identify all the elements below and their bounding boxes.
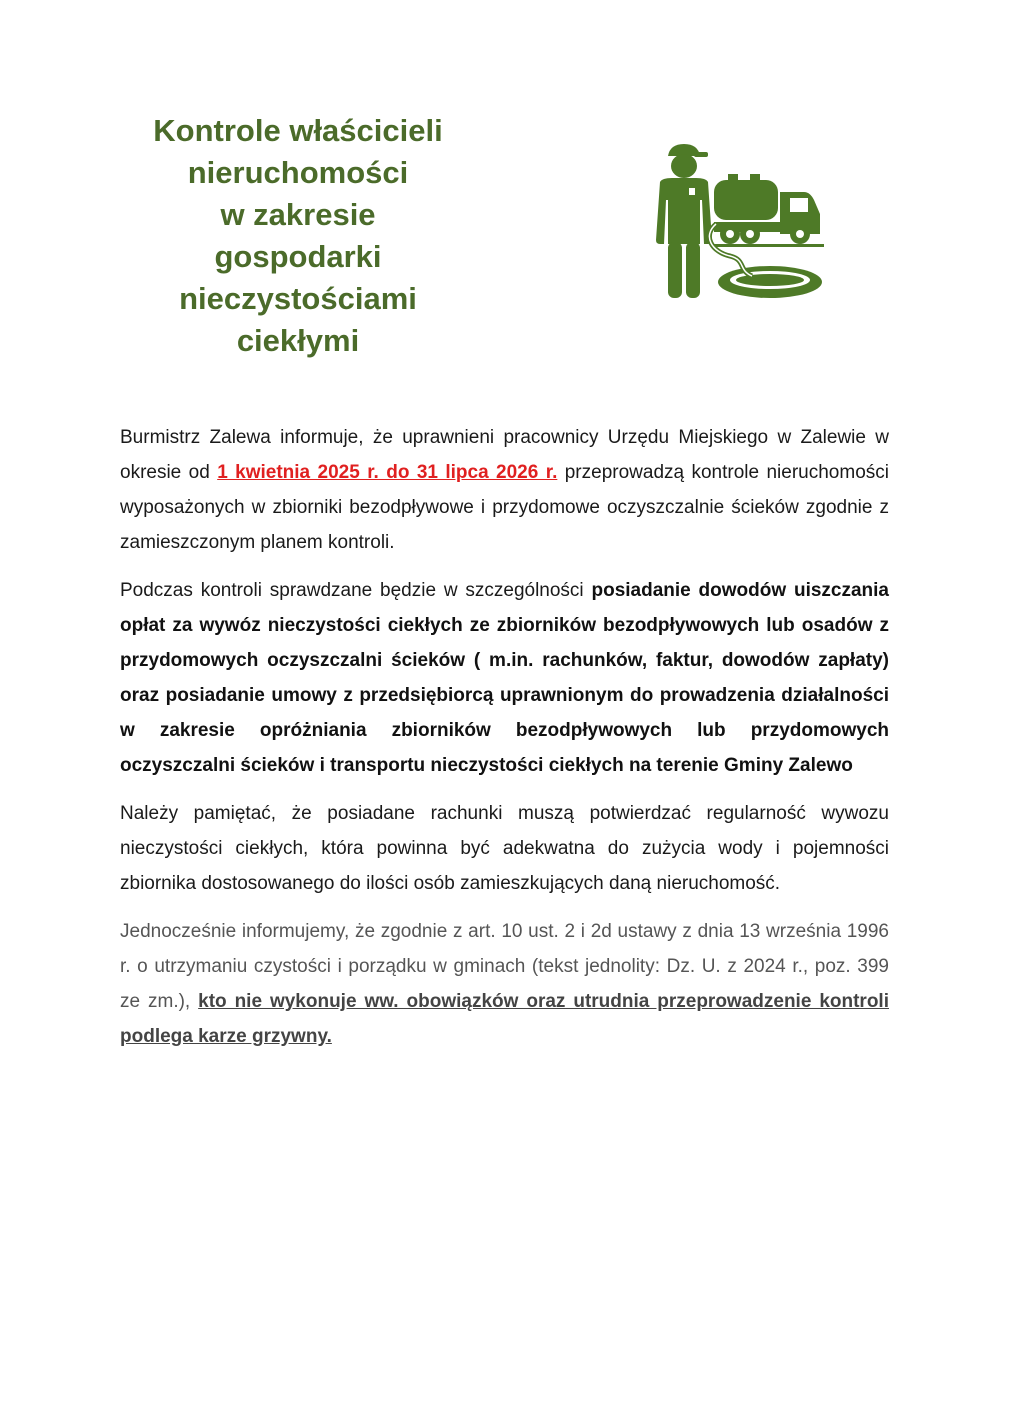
intro-text-after: przeprowadzą kontrole nieruchomości wyposażonych w zbiorniki bezodpływowe i przydomowe oczyszczalnie ścieków zgodnie z zamieszczonym planem kontroli. [120,462,889,553]
title-line-5: nieczystościami [179,281,417,316]
title-line-6: ciekłymi [236,323,360,358]
page-title [118,110,478,362]
paragraph-reminder [120,796,889,901]
paragraph-legal [120,914,889,1054]
scope-bold-text: posiadanie dowodów uiszczania opłat za wywóz nieczystości ciekłych ze zbiorników bezodpływowych lub osadów z przydomowych oczyszczalni ścieków ( m.in. rachunków, faktur, dowodów zapłaty) oraz posiadanie umowy z przedsiębiorcą uprawnionym do prowadzenia działalności w zakresie opróżniania zbiorników bezodpływowych lub przydomowych oczyszczalni ścieków i transportu nieczystości ciekłych na terenie Gminy Zalewo [120,580,889,776]
scope-text-before: Podczas kontroli sprawdzane będzie w szczególności [120,580,592,601]
control-date-range: 1 kwietnia 2025 r. do 31 lipca 2026 r. [217,462,558,483]
penalty-warning: kto nie wykonuje ww. obowiązków oraz utrudnia przeprowadzenie kontroli podlega karze grzywny. [120,991,889,1047]
paragraph-scope [120,573,889,783]
title-line-4: gospodarki [214,239,382,274]
title-line-1: Kontrole właścicieli [153,113,443,148]
intro-text-before: Burmistrz Zalewa informuje, że uprawnieni pracownicy Urzędu Miejskiego w Zalewie w okresie od [120,427,889,483]
notice-body [120,420,889,1067]
title-line-2: nieruchomości [187,155,409,190]
paragraph-intro [120,420,889,560]
reminder-text: Należy pamiętać, że posiadane rachunki muszą potwierdzać regularność wywozu nieczystości ciekłych, która powinna być adekwatna do zużycia wody i pojemności zbiornika dostosowanego do ilości osób zamieszkujących daną nieruchomość. [120,803,889,894]
sewage-truck-worker-icon [642,140,832,305]
title-line-3: w zakresie [220,197,376,232]
legal-text-before: Jednocześnie informujemy, że zgodnie z art. 10 ust. 2 i 2d ustawy z dnia 13 września 1996 r. o utrzymaniu czystości i porządku w gminach (tekst jednolity: Dz. U. z 2024 r., poz. 399 ze zm.), [120,921,889,1012]
